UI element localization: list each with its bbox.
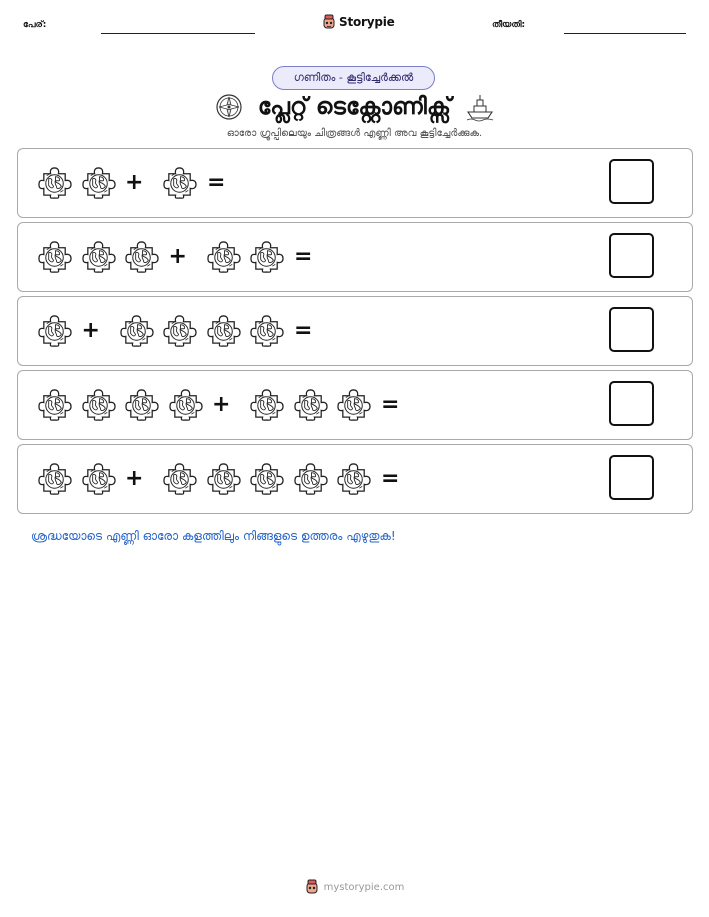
problem-row [17, 148, 693, 218]
answer-box[interactable] [609, 455, 654, 500]
puzzle-globe-icon [337, 388, 371, 422]
equals-sign: = [380, 466, 400, 491]
puzzle-globe-icon [120, 314, 154, 348]
equals-sign: = [380, 392, 400, 417]
worksheet-header [0, 12, 709, 42]
date-line[interactable] [564, 33, 686, 34]
storypie-mascot-icon [322, 14, 336, 30]
puzzle-globe-icon [163, 314, 197, 348]
puzzle-globe-icon [207, 240, 241, 274]
plus-sign: + [81, 318, 100, 343]
problem-row [17, 222, 693, 292]
puzzle-globe-icon [207, 314, 241, 348]
puzzle-globe-icon [38, 240, 72, 274]
puzzle-globe-icon [125, 388, 159, 422]
answer-box[interactable] [609, 307, 654, 352]
puzzle-globe-icon [294, 462, 328, 496]
puzzle-globe-icon [163, 462, 197, 496]
problem-items [38, 223, 332, 291]
puzzle-globe-icon [250, 314, 284, 348]
footer-site: mystorypie.com [323, 881, 405, 893]
puzzle-globe-icon [82, 462, 116, 496]
brand [322, 14, 395, 30]
answer-box[interactable] [609, 381, 654, 426]
plus-sign: + [125, 170, 144, 195]
name-line[interactable] [101, 33, 255, 34]
problem-row [17, 370, 693, 440]
puzzle-globe-icon [250, 388, 284, 422]
problem-items [38, 445, 419, 513]
equals-sign: = [206, 170, 226, 195]
problem-row [17, 296, 693, 366]
puzzle-globe-icon [337, 462, 371, 496]
puzzle-globe-icon [250, 240, 284, 274]
ship-icon [465, 92, 495, 122]
puzzle-globe-icon [38, 314, 72, 348]
puzzle-globe-icon [169, 388, 203, 422]
compass-icon [214, 92, 244, 122]
problem-items [38, 297, 332, 365]
plus-sign: + [212, 392, 231, 417]
plus-sign: + [168, 244, 187, 269]
puzzle-globe-icon [207, 462, 241, 496]
problem-items [38, 149, 245, 217]
puzzle-globe-icon [38, 462, 72, 496]
date-label: തീയതി: [492, 20, 526, 30]
title-row [0, 90, 709, 124]
subject-badge: ഗണിതം - കൂട്ടിച്ചേർക്കൽ [272, 66, 435, 90]
worksheet-title: പ്ലേറ്റ് ടെക്റ്റോണിക്സ് [257, 94, 452, 120]
puzzle-globe-icon [38, 388, 72, 422]
puzzle-globe-icon [82, 166, 116, 200]
plus-sign: + [125, 466, 144, 491]
problem-items [38, 371, 419, 439]
problem-row [17, 444, 693, 514]
name-label: പേര്: [23, 20, 47, 30]
puzzle-globe-icon [294, 388, 328, 422]
answer-box[interactable] [609, 233, 654, 278]
puzzle-globe-icon [163, 166, 197, 200]
problem-list [17, 148, 693, 518]
puzzle-globe-icon [250, 462, 284, 496]
puzzle-globe-icon [82, 388, 116, 422]
equals-sign: = [293, 244, 313, 269]
puzzle-globe-icon [125, 240, 159, 274]
storypie-mascot-icon [305, 879, 319, 895]
puzzle-globe-icon [82, 240, 116, 274]
brand-name: Storypie [339, 15, 395, 29]
answer-box[interactable] [609, 159, 654, 204]
puzzle-globe-icon [38, 166, 72, 200]
worksheet-instructions: ഓരോ ഗ്രൂപ്പിലെയും ചിത്രങ്ങൾ എണ്ണി അവ കൂട്ടിച്ചേർക്കുക. [226, 128, 483, 139]
footer [0, 879, 709, 895]
closing-instruction: ശ്രദ്ധയോടെ എണ്ണി ഓരോ കളത്തിലും നിങ്ങളുടെ ഉത്തരം എഴുതുക! [31, 529, 396, 543]
equals-sign: = [293, 318, 313, 343]
